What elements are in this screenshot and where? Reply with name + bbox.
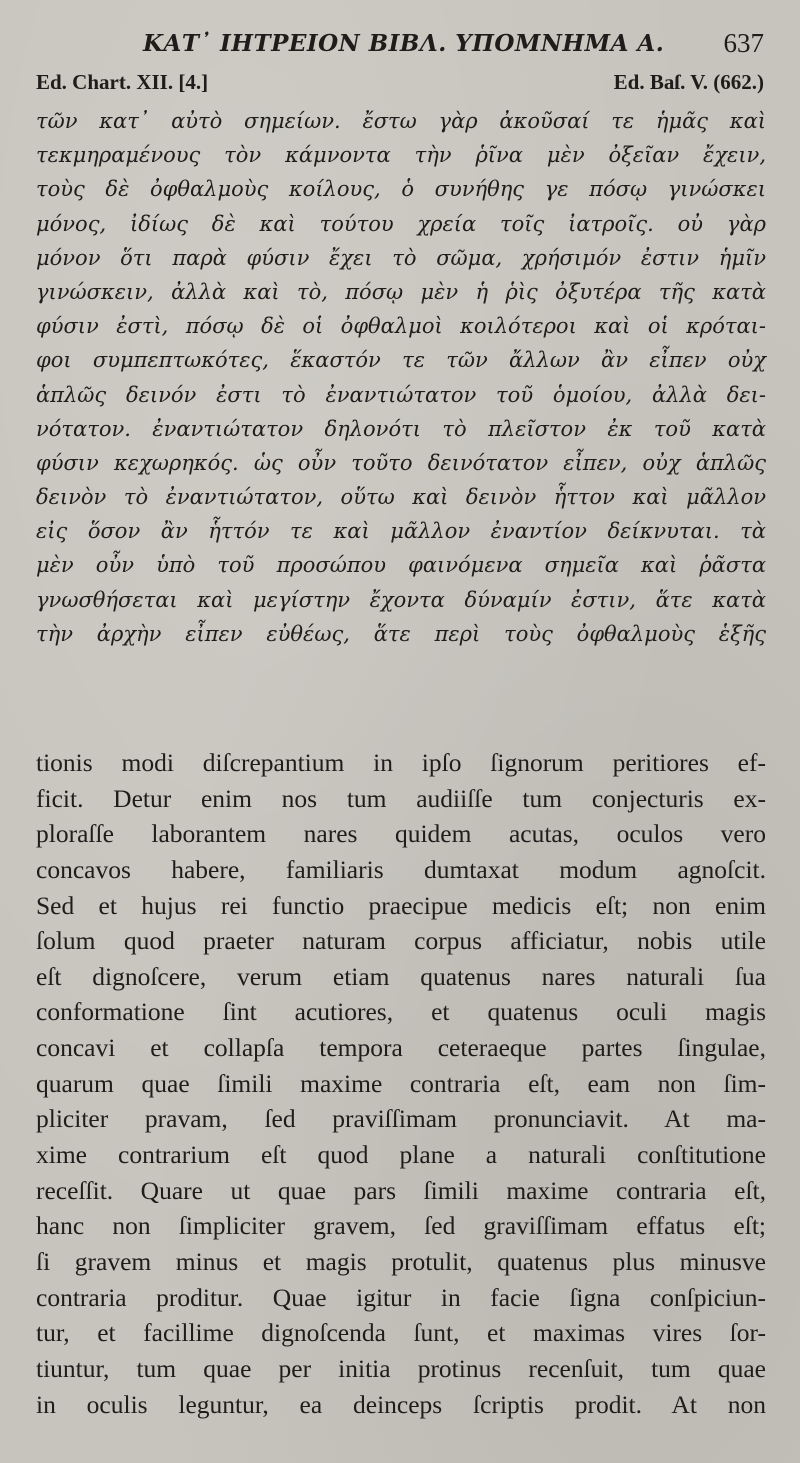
latin-line: in oculis leguntur, ea deinceps ſcriptis prodit. At non: [36, 1389, 766, 1419]
edition-basel-reference: Ed. Baſ. V. (662.): [613, 70, 764, 94]
edition-reference-line: [36, 70, 764, 98]
latin-line: hanc non ſimpliciter gravem, ſed graviſſimam effatus eſt;: [36, 1211, 766, 1241]
latin-line: conformatione ſint acutiores, et quatenus oculi magis: [36, 997, 766, 1027]
latin-line: tur, et facillime dignoſcenda ſunt, et maximas vires ſor-: [36, 1318, 766, 1348]
latin-line: xime contrarium eſt quod plane a naturali conſtitutione: [36, 1140, 766, 1170]
greek-line: γνωσθήσεται καὶ μεγίστην ἔχοντα δύναμίν ἐστιν, ἅτε κατὰ: [36, 587, 766, 612]
greek-line: τὴν ἀρχὴν εἶπεν εὐθέως, ἅτε περὶ τοὺς ὀφθαλμοὺς ἑξῆς: [36, 621, 766, 646]
greek-line: τῶν κατ᾽ αὐτὸ σημείων. ἔστω γὰρ ἀκοῦσαί τε ἡμᾶς καὶ: [36, 109, 766, 133]
latin-line: ficit. Detur enim nos tum audiiſſe tum conjecturis ex-: [36, 783, 766, 813]
latin-line: receſſit. Quare ut quae pars ſimili maxime contraria eſt,: [36, 1175, 766, 1205]
latin-line: contraria proditur. Quae igitur in facie ſigna conſpiciun-: [36, 1282, 766, 1312]
latin-line: ſi gravem minus et magis protulit, quatenus plus minusve: [36, 1246, 766, 1276]
greek-line: εἰς ὅσον ἂν ἧττόν τε καὶ μᾶλλον ἐναντίον δείκνυται. τὰ: [36, 519, 766, 544]
latin-line: tiuntur, tum quae per initia protinus recenſuit, tum quae: [36, 1353, 766, 1383]
latin-line: pliciter pravam, ſed praviſſimam pronunciavit. At ma-: [36, 1104, 766, 1134]
greek-line: φύσιν ἐστὶ, πόσῳ δὲ οἱ ὀφθαλμοὶ κοιλότεροι καὶ οἱ κρόται-: [36, 314, 766, 339]
latin-line: concavi et collapſa tempora ceteraeque partes ſingulae,: [36, 1033, 766, 1063]
latin-line: eſt dignoſcere, verum etiam quatenus nares naturali ſua: [36, 961, 766, 991]
greek-line: γινώσκειν, ἀλλὰ καὶ τὸ, πόσῳ μὲν ἡ ῥὶς ὀξυτέρα τῆς κατὰ: [36, 279, 766, 304]
greek-line: δεινὸν τὸ ἐναντιώτατον, οὕτω καὶ δεινὸν ἧττον καὶ μᾶλλον: [36, 485, 766, 510]
greek-line: μὲν οὖν ὑπὸ τοῦ προσώπου φαινόμενα σημεῖα καὶ ῥᾶστα: [36, 553, 766, 578]
latin-text-block: [36, 745, 766, 1422]
greek-line: μόνον ὅτι παρὰ φύσιν ἔχει τὸ σῶμα, χρήσιμόν ἐστιν ἡμῖν: [36, 245, 766, 270]
latin-line: ſolum quod praeter naturam corpus afficiatur, nobis utile: [36, 926, 766, 956]
latin-line: ploraſſe laborantem nares quidem acutas, oculos vero: [36, 819, 766, 849]
greek-line: φοι συμπεπτωκότες, ἕκαστόν τε τῶν ἄλλων ἂν εἶπεν οὐχ: [36, 348, 766, 373]
running-head: [0, 30, 800, 64]
greek-line: τεκμηραμένους τὸν κάμνοντα τὴν ῥῖνα μὲν ὀξεῖαν ἔχειν,: [36, 143, 766, 168]
greek-line: νότατον. ἐναντιώτατον δηλονότι τὸ πλεῖστον ἐκ τοῦ κατὰ: [36, 416, 766, 441]
greek-line: τοὺς δὲ ὀφθαλμοὺς κοίλους, ὁ συνήθης γε πόσῳ γινώσκει: [36, 177, 766, 202]
page-number: 637: [723, 28, 764, 58]
latin-line: Sed et hujus rei functio praecipue medicis eſt; non enim: [36, 890, 766, 920]
greek-line: φύσιν κεχωρηκός. ὡς οὖν τοῦτο δεινότατον εἶπεν, οὐχ ἁπλῶς: [36, 450, 766, 475]
edition-chart-reference: Ed. Chart. XII. [4.]: [36, 70, 209, 94]
latin-line: tionis modi diſcrepantium in ipſo ſignorum peritiores ef-: [36, 748, 766, 777]
greek-text-block: [36, 104, 766, 651]
latin-line: concavos habere, familiaris dumtaxat modum agnoſcit.: [36, 854, 766, 884]
greek-line: ἁπλῶς δεινόν ἐστι τὸ ἐναντιώτατον τοῦ ὁμοίου, ἀλλὰ δει-: [36, 382, 766, 407]
running-title: ΚΑΤ᾽ ΙΗΤΡΕΙΟΝ ΒΙΒΛ. ΥΠΟΜΝΗΜΑ Α.: [143, 30, 665, 57]
latin-line: quarum quae ſimili maxime contraria eſt, eam non ſim-: [36, 1068, 766, 1098]
greek-line: μόνος, ἰδίως δὲ καὶ τούτου χρεία τοῖς ἰατροῖς. οὐ γὰρ: [36, 211, 766, 236]
